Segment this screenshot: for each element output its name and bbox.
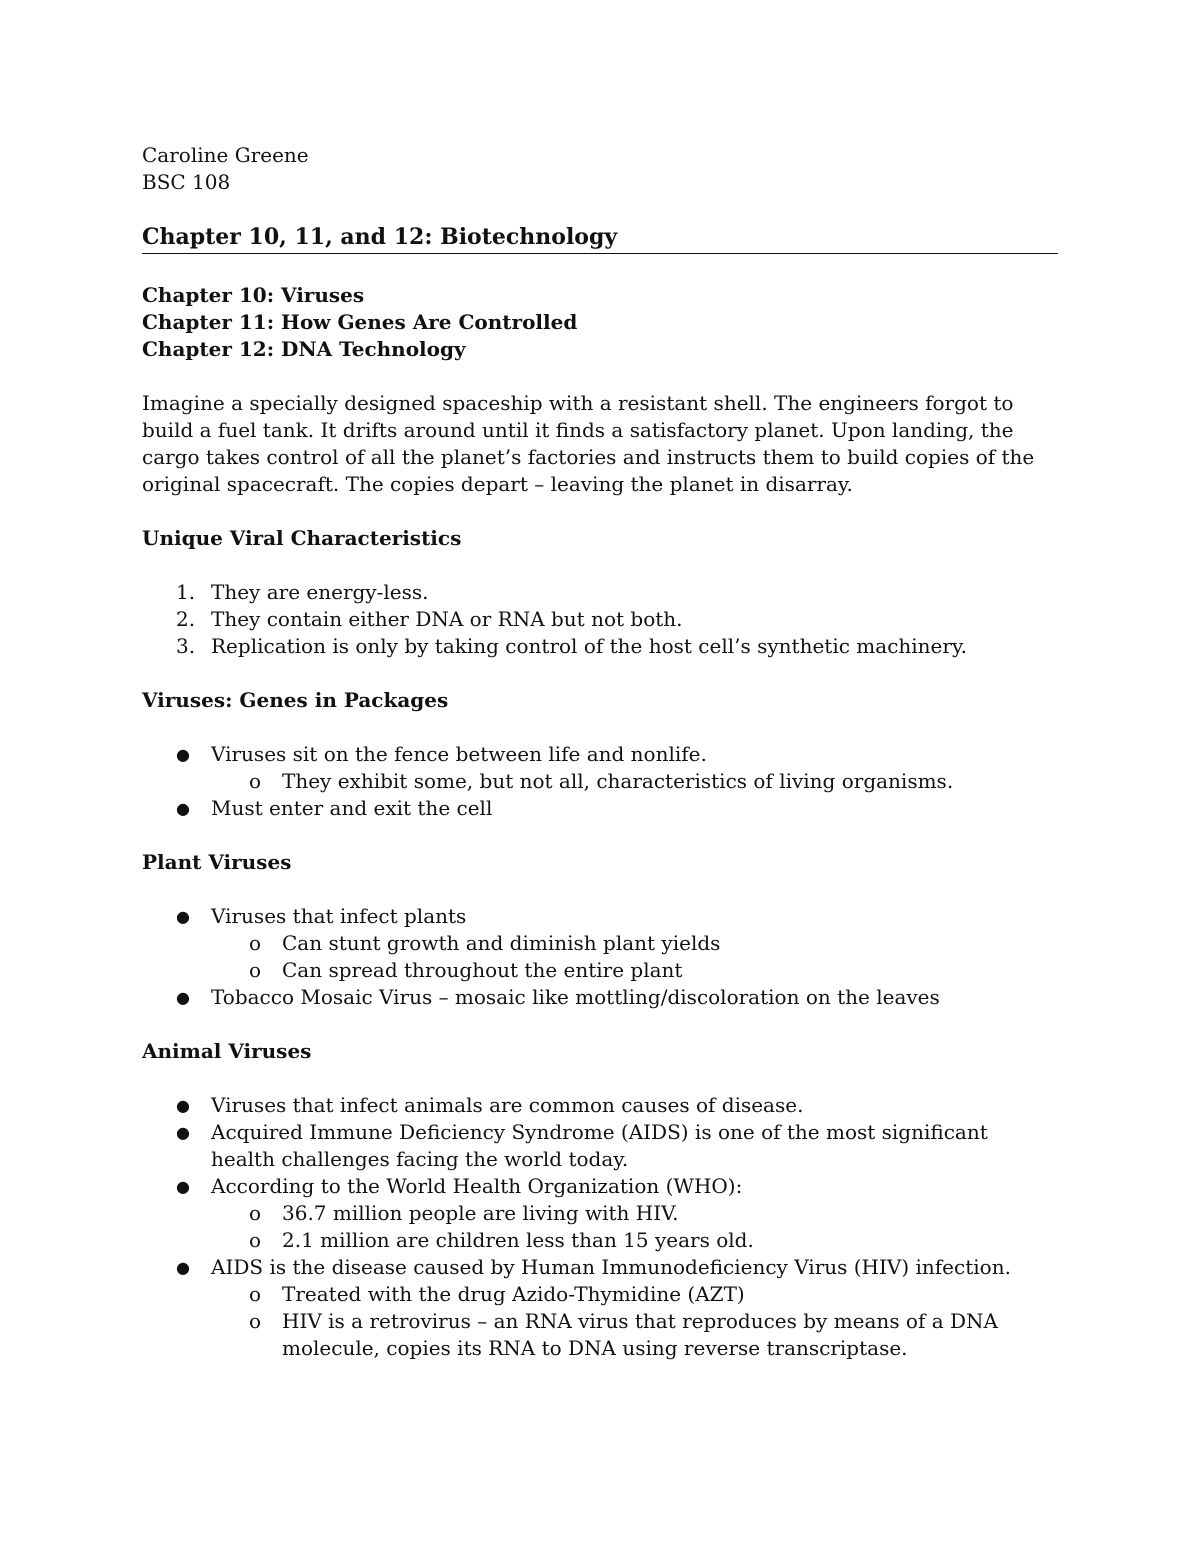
list-item [142, 984, 1058, 1011]
sub-list-item-text: HIV is a retrovirus – an RNA virus that reproduces by means of a DNA molecule, copies its RNA to DNA using reverse transcriptase. [282, 1309, 998, 1360]
list-item [142, 741, 1058, 795]
list-item-text: They are energy-less. [211, 580, 429, 604]
sub-bullet-icon: o [249, 958, 262, 982]
sub-bullet-icon: o [249, 1228, 262, 1252]
document-page [142, 142, 1058, 1362]
list-item-text: Viruses that infect plants [211, 904, 467, 928]
section-heading-characteristics: Unique Viral Characteristics [142, 526, 462, 550]
list-item [142, 1254, 1058, 1362]
section-heading-genes: Viruses: Genes in Packages [142, 688, 449, 712]
list-item-text: Replication is only by taking control of the host cell’s synthetic machinery. [211, 634, 967, 658]
list-number: 1. [176, 580, 196, 604]
list-number: 2. [176, 607, 196, 631]
list-item [142, 1119, 1058, 1173]
characteristics-list [142, 579, 1058, 660]
bullet-icon: ● [176, 799, 190, 818]
list-item-text: They contain either DNA or RNA but not both. [211, 607, 683, 631]
bullet-icon: ● [176, 745, 190, 764]
list-item [142, 1173, 1058, 1254]
bullet-icon: ● [176, 1258, 190, 1277]
section-heading-animal: Animal Viruses [142, 1039, 312, 1063]
list-item [142, 903, 1058, 984]
sub-list-item [142, 768, 1058, 795]
chapter-list [142, 282, 1058, 363]
list-item-text: Must enter and exit the cell [211, 796, 493, 820]
bullet-icon: ● [176, 907, 190, 926]
list-item-text: Acquired Immune Deficiency Syndrome (AIDS) is one of the most significant health challenges facing the world today. [211, 1120, 988, 1171]
sub-list-item [142, 1227, 1058, 1254]
list-item-text: Tobacco Mosaic Virus – mosaic like mottling/discoloration on the leaves [211, 985, 940, 1009]
chapter-heading: Chapter 12: DNA Technology [142, 337, 466, 361]
list-item-text: Viruses sit on the fence between life and nonlife. [211, 742, 707, 766]
list-item [142, 1092, 1058, 1119]
list-item [142, 579, 1058, 606]
sub-list-item [142, 930, 1058, 957]
sub-list-item [142, 1281, 1058, 1308]
genes-list [142, 741, 1058, 822]
list-item-text: According to the World Health Organization (WHO): [211, 1174, 743, 1198]
sub-list-item-text: They exhibit some, but not all, characteristics of living organisms. [282, 769, 954, 793]
course-code: BSC 108 [142, 170, 231, 194]
list-number: 3. [176, 634, 196, 658]
bullet-icon: ● [176, 988, 190, 1007]
sub-bullet-icon: o [249, 1201, 262, 1225]
chapter-heading: Chapter 11: How Genes Are Controlled [142, 310, 578, 334]
sub-list-item [142, 1200, 1058, 1227]
sub-list-item-text: 2.1 million are children less than 15 years old. [282, 1228, 754, 1252]
list-item-text: AIDS is the disease caused by Human Immunodeficiency Virus (HIV) infection. [211, 1255, 1011, 1279]
sub-bullet-icon: o [249, 769, 262, 793]
sub-bullet-icon: o [249, 1282, 262, 1306]
bullet-icon: ● [176, 1177, 190, 1196]
document-title: Chapter 10, 11, and 12: Biotechnology [142, 222, 1058, 254]
sub-list-item-text: 36.7 million people are living with HIV. [282, 1201, 679, 1225]
sub-list-item-text: Can spread throughout the entire plant [282, 958, 683, 982]
list-item [142, 633, 1058, 660]
list-item [142, 606, 1058, 633]
sub-bullet-icon: o [249, 1309, 262, 1333]
intro-paragraph: Imagine a specially designed spaceship with a resistant shell. The engineers forgot to build a fuel tank. It drifts around until it finds a satisfactory planet. Upon landing, the cargo takes control of all the planet’s factories and instructs them to build copies of the original spacecraft. The copies depart – leaving the planet in disarray. [142, 391, 1035, 496]
sub-list-item-text: Treated with the drug Azido-Thymidine (AZT) [282, 1282, 745, 1306]
sub-list-item [142, 957, 1058, 984]
bullet-icon: ● [176, 1096, 190, 1115]
author-name: Caroline Greene [142, 143, 309, 167]
chapter-heading: Chapter 10: Viruses [142, 283, 365, 307]
plant-list [142, 903, 1058, 1011]
list-item [142, 795, 1058, 822]
bullet-icon: ● [176, 1123, 190, 1142]
section-heading-plant: Plant Viruses [142, 850, 292, 874]
list-item-text: Viruses that infect animals are common causes of disease. [211, 1093, 804, 1117]
sub-bullet-icon: o [249, 931, 262, 955]
sub-list-item [142, 1308, 1058, 1362]
sub-list-item-text: Can stunt growth and diminish plant yields [282, 931, 721, 955]
animal-list [142, 1092, 1058, 1362]
